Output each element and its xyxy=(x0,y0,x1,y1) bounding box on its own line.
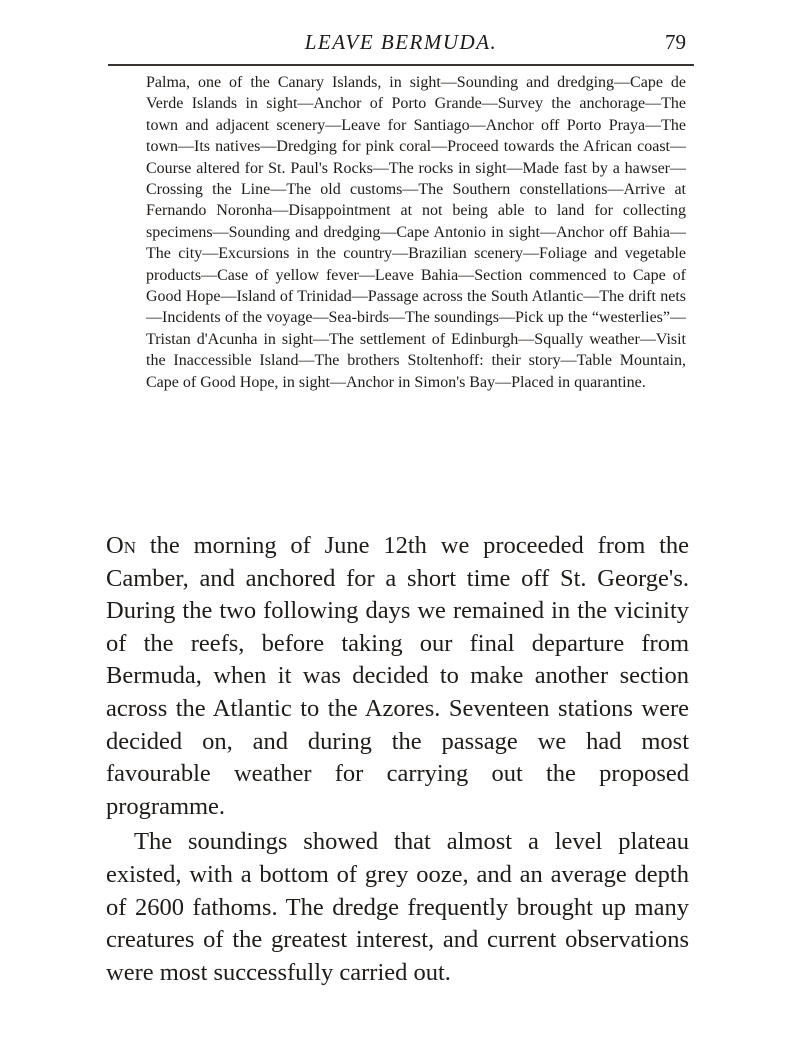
paragraph-2: The soundings showed that almost a level plateau existed, with a bottom of grey ooze, and an average depth of 2600 fathoms. The dredge frequently brought up many creatures of the greatest interest, and current observations were most successfully carried out. xyxy=(106,828,689,986)
page-number: 79 xyxy=(665,30,686,54)
running-head xyxy=(108,30,694,60)
header-rule xyxy=(108,64,694,66)
running-title: LEAVE BERMUDA. xyxy=(304,30,498,54)
paragraph-1 xyxy=(106,530,689,823)
paragraph-1-text: the morning of June 12th we proceeded from the Camber, and anchored for a short time off St. George's. During the two following days we remained in the vicinity of the reefs, before taking our final departure from Bermuda, when it was decided to make another section across the Atlantic to the Azores. Seventeen stations were decided on, and during the passage we had most favourable weather for carrying out the proposed programme. xyxy=(106,532,690,820)
chapter-summary: Palma, one of the Canary Islands, in sight—Sounding and dredging—Cape de Verde Islands in sight—Anchor of Porto Grande—Survey the anchorage—The town and adjacent scenery—Leave for Santiago—Anchor off Porto Praya—The town—Its natives—Dredging for pink coral—Proceed towards the African coast—Course altered for St. Paul's Rocks—The rocks in sight—Made fast by a hawser—Crossing the Line—The old customs—The Southern constellations—Arrive at Fernando Noronha—Disappointment at not being able to land for collecting specimens—Sounding and dredging—Cape Antonio in sight—Anchor off Bahia—The city—Excursions in the country—Brazilian scenery—Foliage and vegetable products—Case of yellow fever—Leave Bahia—Section commenced to Cape of Good Hope—Island of Trinidad—Passage across the South Atlantic—The drift nets—Incidents of the voyage—Sea-birds—The soundings—Pick up the “westerlies”—Tristan d'Acunha in sight—The settlement of Edinburgh—Squally weather—Visit the Inaccessible Island—The brothers Stoltenhoff: their story—Table Mountain, Cape of Good Hope, in sight—Anchor in Simon's Bay—Placed in quarantine. xyxy=(146,74,686,391)
body-text xyxy=(106,530,689,989)
opening-word: On xyxy=(106,532,136,559)
